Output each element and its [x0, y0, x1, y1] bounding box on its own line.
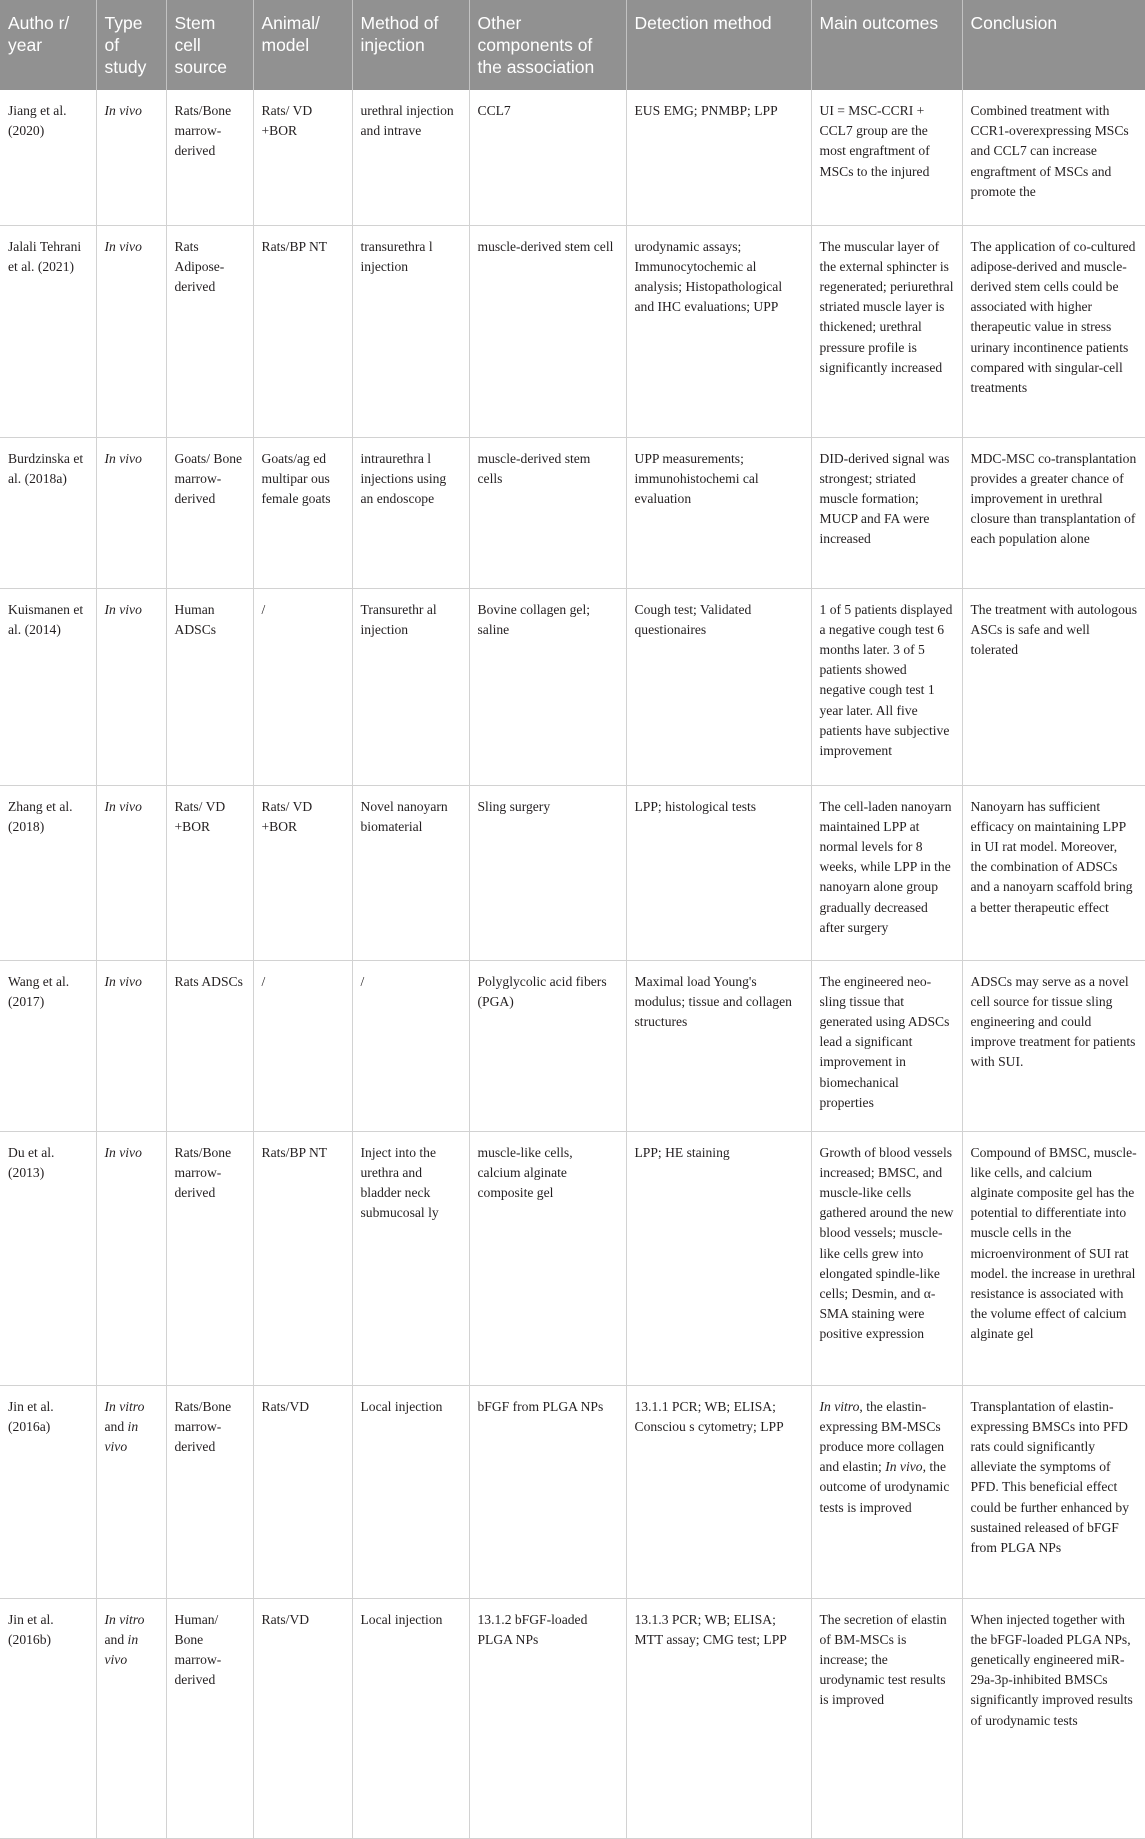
cell-model: / — [253, 960, 352, 1131]
header-animal-model: Animal/ model — [253, 0, 352, 90]
cell-components: muscle-derived stem cell — [469, 225, 626, 437]
cell-author: Jin et al. (2016b) — [0, 1598, 96, 1838]
cell-components: muscle-like cells, calcium alginate composite gel — [469, 1131, 626, 1385]
cell-author: Zhang et al. (2018) — [0, 785, 96, 960]
cell-conclusion: Nanoyarn has sufficient efficacy on maintaining LPP in UI rat model. Moreover, the combination of ADSCs and a nanoyarn scaffold bring a better therapeutic effect — [962, 785, 1145, 960]
header-main-outcomes: Main outcomes — [811, 0, 962, 90]
cell-model: Rats/VD — [253, 1385, 352, 1598]
table-row — [0, 225, 1145, 437]
cell-method: Novel nanoyarn biomaterial — [352, 785, 469, 960]
cell-outcomes: The muscular layer of the external sphincter is regenerated; periurethral striated muscle layer is thickened; urethral pressure profile is significantly increased — [811, 225, 962, 437]
cell-conclusion: Combined treatment with CCR1-overexpressing MSCs and CCL7 can increase engraftment of MSCs and promote the — [962, 90, 1145, 225]
cell-detection: 13.1.1 PCR; WB; ELISA; Consciou s cytometry; LPP — [626, 1385, 811, 1598]
cell-conclusion: Compound of BMSC, muscle-like cells, and calcium alginate composite gel has the potential to differentiate into muscle cells in the microenvironment of SUI rat model. the increase in urethral resistance is associated with the volume effect of calcium alginate gel — [962, 1131, 1145, 1385]
cell-conclusion: When injected together with the bFGF-loaded PLGA NPs, genetically engineered miR-29a-3p-inhibited BMSCs significantly improved results of urodynamic tests — [962, 1598, 1145, 1838]
cell-conclusion: Transplantation of elastin-expressing BMSCs into PFD rats could significantly alleviate the symptoms of PFD. This beneficial effect could be further enhanced by sustained released of bFGF from PLGA NPs — [962, 1385, 1145, 1598]
cell-source: Goats/ Bone marrow-derived — [166, 437, 253, 588]
cell-type: In vivo — [96, 785, 166, 960]
header-method-of-injection: Method of injection — [352, 0, 469, 90]
cell-components: 13.1.2 bFGF-loaded PLGA NPs — [469, 1598, 626, 1838]
cell-detection: UPP measurements; immunohistochemi cal evaluation — [626, 437, 811, 588]
header-detection-method: Detection method — [626, 0, 811, 90]
cell-components: bFGF from PLGA NPs — [469, 1385, 626, 1598]
cell-source: Rats Adipose-derived — [166, 225, 253, 437]
table-row — [0, 1131, 1145, 1385]
cell-outcomes: Growth of blood vessels increased; BMSC, and muscle-like cells gathered around the new blood vessels; muscle-like cells grew into elongated spindle-like cells; Desmin, and α-SMA staining were positive expression — [811, 1131, 962, 1385]
cell-source: Human ADSCs — [166, 588, 253, 785]
cell-outcomes: The cell-laden nanoyarn maintained LPP at normal levels for 8 weeks, while LPP in the nanoyarn alone group gradually decreased after surgery — [811, 785, 962, 960]
header-stem-cell-source: Stem cell source — [166, 0, 253, 90]
outcome-in-vivo-text: , the outcome of urodynamic tests is improved — [819, 1459, 950, 1515]
cell-author: Jalali Tehrani et al. (2021) — [0, 225, 96, 437]
cell-type: In vivo — [96, 960, 166, 1131]
cell-model: Rats/BP NT — [253, 225, 352, 437]
cell-source: Human/ Bone marrow-derived — [166, 1598, 253, 1838]
cell-author: Jiang et al. (2020) — [0, 90, 96, 225]
cell-conclusion: The treatment with autologous ASCs is safe and well tolerated — [962, 588, 1145, 785]
cell-detection: Maximal load Young's modulus; tissue and collagen structures — [626, 960, 811, 1131]
cell-method: Local injection — [352, 1598, 469, 1838]
type-in-vitro: In vitro — [104, 1611, 145, 1627]
header-conclusion: Conclusion — [962, 0, 1145, 90]
cell-author: Jin et al. (2016a) — [0, 1385, 96, 1598]
type-and: and — [104, 1418, 125, 1434]
cell-source: Rats/Bone marrow-derived — [166, 1385, 253, 1598]
cell-conclusion: ADSCs may serve as a novel cell source for tissue sling engineering and could improve treatment for patients with SUI. — [962, 960, 1145, 1131]
cell-outcomes: The engineered neo-sling tissue that generated using ADSCs lead a significant improvement in biomechanical properties — [811, 960, 962, 1131]
cell-outcomes — [811, 1385, 962, 1598]
table-row — [0, 960, 1145, 1131]
cell-detection: EUS EMG; PNMBP; LPP — [626, 90, 811, 225]
cell-model: Rats/ VD +BOR — [253, 785, 352, 960]
cell-method: intraurethra l injections using an endoscope — [352, 437, 469, 588]
cell-method: urethral injection and intrave — [352, 90, 469, 225]
cell-components: CCL7 — [469, 90, 626, 225]
table-row — [0, 588, 1145, 785]
outcome-in-vivo-label: In vivo — [885, 1459, 923, 1475]
cell-components: Sling surgery — [469, 785, 626, 960]
cell-source: Rats ADSCs — [166, 960, 253, 1131]
type-and: and — [104, 1631, 125, 1647]
cell-model: / — [253, 588, 352, 785]
outcome-in-vitro-label: In vitro — [819, 1398, 860, 1414]
cell-outcomes: DID-derived signal was strongest; striated muscle formation; MUCP and FA were increased — [811, 437, 962, 588]
cell-model: Rats/VD — [253, 1598, 352, 1838]
cell-method: Inject into the urethra and bladder neck submucosal ly — [352, 1131, 469, 1385]
cell-method: Transurethr al injection — [352, 588, 469, 785]
type-in-vitro: In vitro — [104, 1398, 145, 1414]
table-row — [0, 1385, 1145, 1598]
cell-author: Kuismanen et al. (2014) — [0, 588, 96, 785]
cell-detection: LPP; histological tests — [626, 785, 811, 960]
cell-author: Wang et al. (2017) — [0, 960, 96, 1131]
header-row — [0, 0, 1145, 90]
cell-model: Rats/BP NT — [253, 1131, 352, 1385]
cell-source: Rats/Bone marrow-derived — [166, 1131, 253, 1385]
header-author-year: Autho r/ year — [0, 0, 96, 90]
cell-components: Polyglycolic acid fibers (PGA) — [469, 960, 626, 1131]
header-other-components: Other components of the association — [469, 0, 626, 90]
cell-components: Bovine collagen gel; saline — [469, 588, 626, 785]
cell-method: / — [352, 960, 469, 1131]
cell-detection: LPP; HE staining — [626, 1131, 811, 1385]
cell-detection: 13.1.3 PCR; WB; ELISA; MTT assay; CMG test; LPP — [626, 1598, 811, 1838]
cell-outcomes: UI = MSC-CCRI + CCL7 group are the most engraftment of MSCs to the injured — [811, 90, 962, 225]
cell-method: Local injection — [352, 1385, 469, 1598]
cell-author: Burdzinska et al. (2018a) — [0, 437, 96, 588]
cell-type — [96, 1598, 166, 1838]
table-row — [0, 1598, 1145, 1838]
cell-model: Rats/ VD +BOR — [253, 90, 352, 225]
cell-detection: urodynamic assays; Immunocytochemic al analysis; Histopathological and IHC evaluations; UPP — [626, 225, 811, 437]
header-type-of-study: Type of study — [96, 0, 166, 90]
table-row — [0, 437, 1145, 588]
cell-type — [96, 1385, 166, 1598]
cell-type: In vivo — [96, 225, 166, 437]
cell-source: Rats/Bone marrow-derived — [166, 90, 253, 225]
cell-author: Du et al. (2013) — [0, 1131, 96, 1385]
cell-components: muscle-derived stem cells — [469, 437, 626, 588]
cell-type: In vivo — [96, 437, 166, 588]
cell-type: In vivo — [96, 90, 166, 225]
cell-conclusion: The application of co-cultured adipose-derived and muscle-derived stem cells could be associated with higher therapeutic value in stress urinary incontinence patients compared with singular-cell treatments — [962, 225, 1145, 437]
type-in-vivo: in vivo — [104, 1418, 139, 1454]
cell-detection: Cough test; Validated questionaires — [626, 588, 811, 785]
cell-model: Goats/ag ed multipar ous female goats — [253, 437, 352, 588]
outcome-in-vitro-text: , the elastin-expressing BM-MSCs produce more collagen and elastin; — [819, 1398, 945, 1475]
cell-conclusion: MDC-MSC co-transplantation provides a greater chance of improvement in urethral closure than transplantation of each population alone — [962, 437, 1145, 588]
cell-source: Rats/ VD +BOR — [166, 785, 253, 960]
table-row — [0, 90, 1145, 225]
table-row — [0, 785, 1145, 960]
cell-outcomes: The secretion of elastin of BM-MSCs is increase; the urodynamic test results is improved — [811, 1598, 962, 1838]
cell-type: In vivo — [96, 588, 166, 785]
cell-type: In vivo — [96, 1131, 166, 1385]
type-in-vivo: in vivo — [104, 1631, 139, 1667]
cell-outcomes: 1 of 5 patients displayed a negative cough test 6 months later. 3 of 5 patients showed negative cough test 1 year later. All five patients have subjective improvement — [811, 588, 962, 785]
cell-method: transurethra l injection — [352, 225, 469, 437]
